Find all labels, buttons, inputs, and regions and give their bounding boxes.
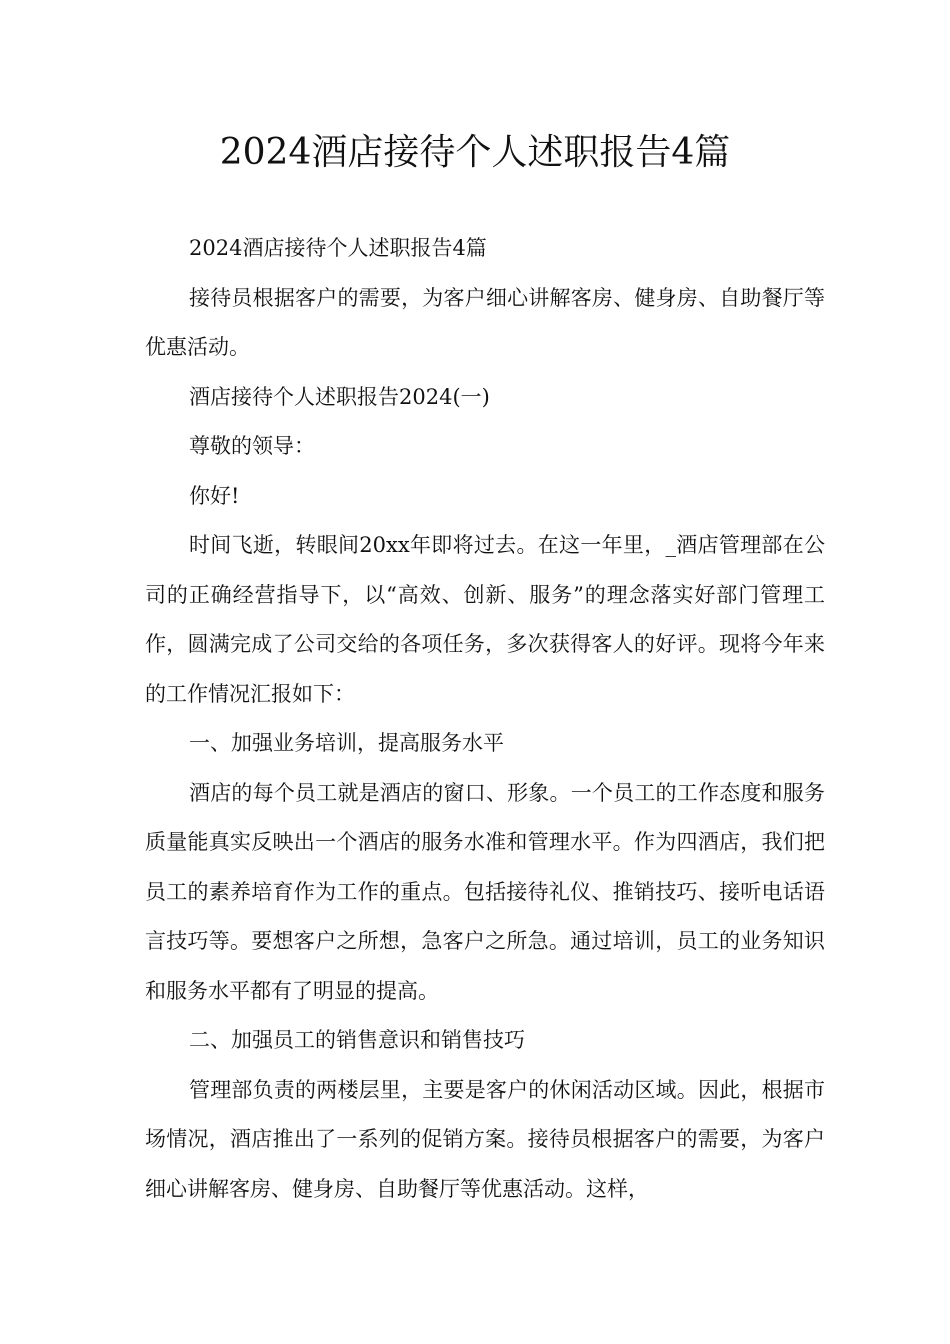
paragraph-heading-2: 二、加强员工的销售意识和销售技巧 xyxy=(189,1028,525,1052)
paragraph-heading-1: 一、加强业务培训，提高服务水平 xyxy=(189,731,504,755)
paragraph-intro: 时间飞逝，转眼间20xx年即将过去。在这一年里，_酒店管理部在公司的正确经营指导下，以“高效、创新、服务”的理念落实好部门管理工作，圆满完成了公司交给的各项任务，多次获得客人的好评。现将今年来的工作情况汇报如下： xyxy=(145,533,825,706)
document-title: 2024酒店接待个人述职报告4篇 xyxy=(219,132,731,173)
paragraph-summary: 接待员根据客户的需要，为客户细心讲解客房、健身房、自助餐厅等优惠活动。 xyxy=(145,285,825,359)
paragraph-training: 酒店的每个员工就是酒店的窗口、形象。一个员工的工作态度和服务质量能真实反映出一个酒店的服务水准和管理水平。作为四酒店，我们把员工的素养培育作为工作的重点。包括接待礼仪、推销技巧、接听电话语言技巧等。要想客户之所想，急客户之所急。通过培训，员工的业务知识和服务水平都有了明显的提高。 xyxy=(145,780,825,1003)
paragraph-subtitle: 2024酒店接待个人述职报告4篇 xyxy=(189,236,487,260)
paragraph-salutation: 尊敬的领导： xyxy=(189,434,315,458)
paragraph-greeting: 你好! xyxy=(189,483,240,508)
paragraph-sales: 管理部负责的两楼层里，主要是客户的休闲活动区域。因此，根据市场情况，酒店推出了一系列的促销方案。接待员根据客户的需要，为客户细心讲解客房、健身房、自助餐厅等优惠活动。这样， xyxy=(145,1077,825,1201)
document-body xyxy=(145,224,825,1214)
paragraph-section-heading: 酒店接待个人述职报告2024(一) xyxy=(189,384,490,409)
